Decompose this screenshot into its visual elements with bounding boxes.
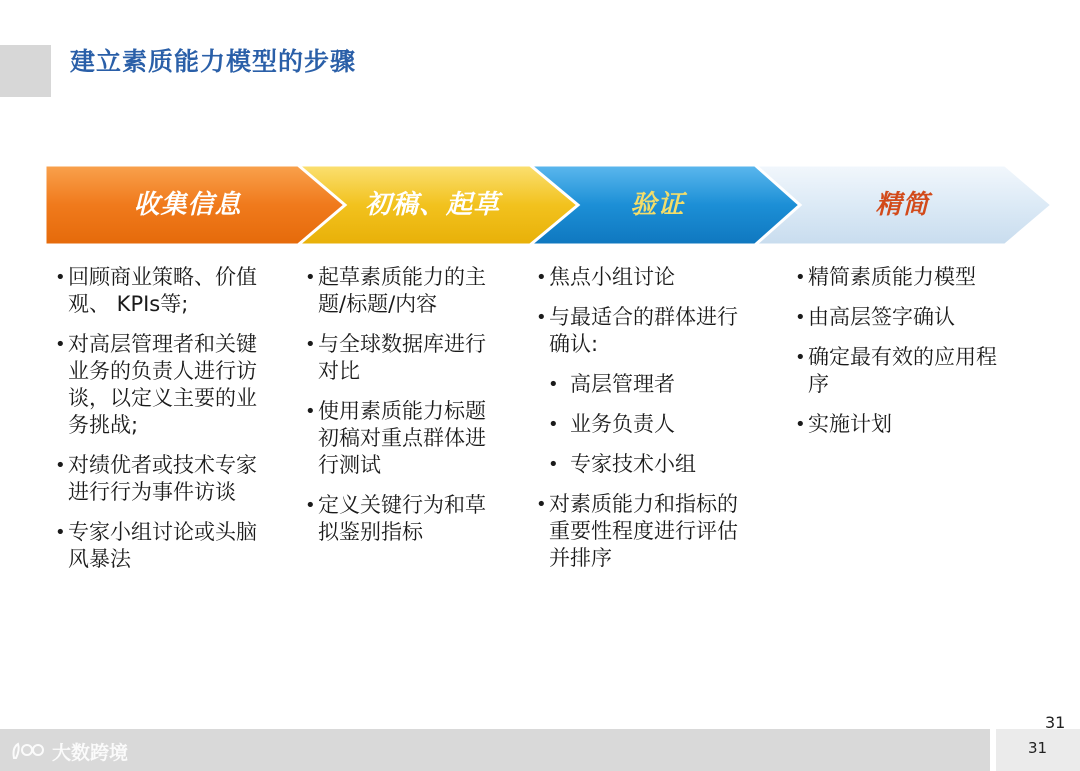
list-item: • 专家小组讨论或头脑 风暴法 <box>55 519 265 573</box>
stage-label-verify: 验证 <box>630 190 685 220</box>
stage-label-collect: 收集信息 <box>133 190 242 220</box>
list-item: • 对绩优者或技术专家 进行行为事件访谈 <box>55 452 265 506</box>
list-item: • 由高层签字确认 <box>795 304 1000 331</box>
slide-title: 建立素质能力模型的步骤 <box>70 47 357 76</box>
list-item: • 与全球数据库进行 对比 <box>305 331 490 385</box>
list-item: • 实施计划 <box>795 411 1000 438</box>
column-refine <box>795 264 1000 451</box>
list-item: • 对素质能力和指标的 重要性程度进行评估 并排序 <box>536 491 741 572</box>
list-item: • 使用素质能力标题 初稿对重点群体进 行测试 <box>305 398 490 479</box>
watermark <box>10 736 128 766</box>
column-collect <box>55 264 265 586</box>
corner-decoration <box>0 45 51 97</box>
watermark-logo-icon <box>10 740 46 762</box>
footer-page-number: 31 <box>1028 739 1048 757</box>
list-item: • 确定最有效的应用程 序 <box>795 344 1000 398</box>
watermark-text: 大数跨境 <box>52 741 129 764</box>
list-item: • 焦点小组讨论 <box>536 264 741 291</box>
list-item: • 对高层管理者和关键 业务的负责人进行访 谈，以定义主要的业 务挑战; <box>55 331 265 439</box>
sub-list-item: • 专家技术小组 <box>536 451 741 478</box>
stage-label-draft: 初稿、起草 <box>364 190 500 220</box>
column-draft <box>305 264 490 559</box>
column-verify <box>536 264 741 585</box>
sub-list-item: • 高层管理者 <box>536 371 741 398</box>
footer-bar <box>0 729 990 771</box>
list-item: • 精简素质能力模型 <box>795 264 1000 291</box>
list-item: • 与最适合的群体进行 确认: <box>536 304 741 358</box>
stage-label-refine: 精简 <box>875 190 930 220</box>
list-item: • 定义关键行为和草 拟鉴别指标 <box>305 492 490 546</box>
list-item: • 回顾商业策略、价值 观、 KPIs等; <box>55 264 265 318</box>
list-item: • 起草素质能力的主 题/标题/内容 <box>305 264 490 318</box>
sub-list-item: • 业务负责人 <box>536 411 741 438</box>
page-number: 31 <box>1045 713 1066 732</box>
